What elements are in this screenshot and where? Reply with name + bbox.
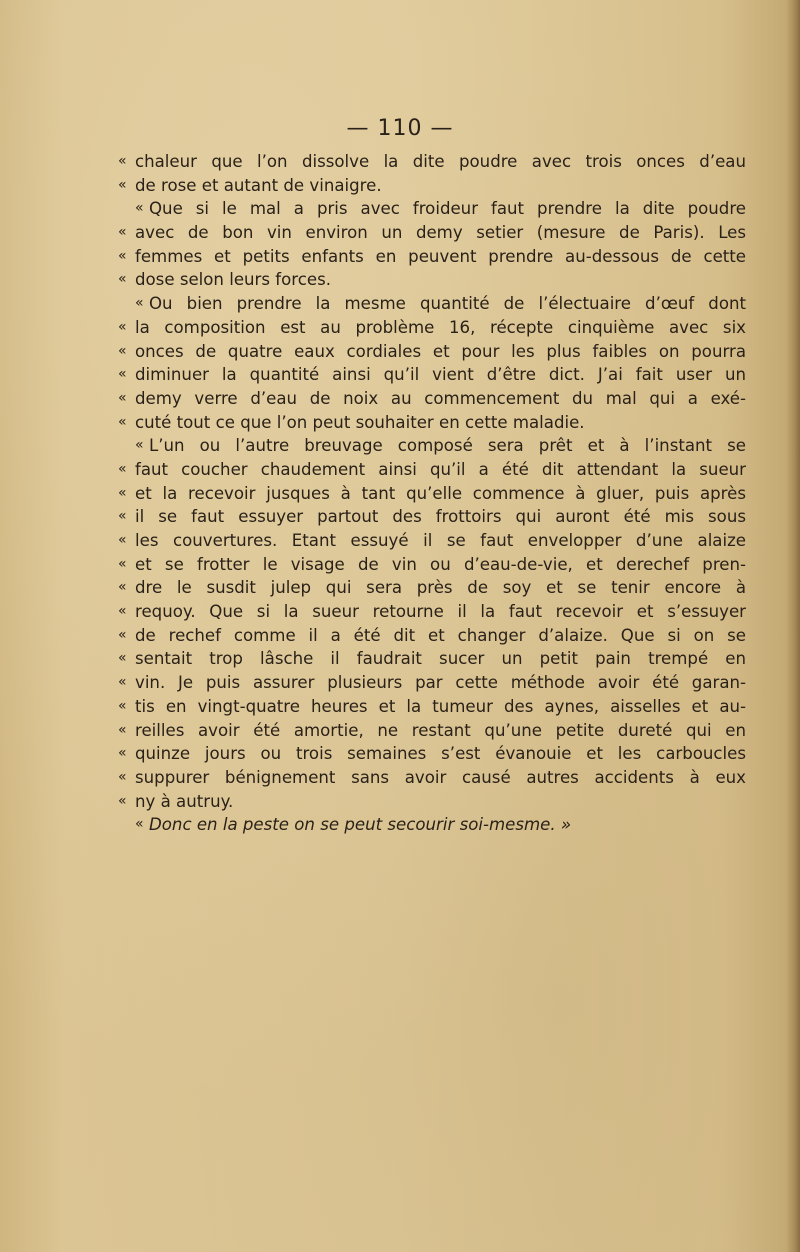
quote-mark: « — [118, 413, 127, 430]
text-line — [118, 671, 746, 695]
quote-mark: « — [118, 508, 127, 525]
line-text: dre le susdit julep qui sera près de soy et se tenir encore à — [135, 578, 746, 598]
line-text: faut coucher chaudement ainsi qu’il a été dit attendant la sueur — [135, 459, 746, 479]
quote-mark: « — [118, 532, 127, 548]
quote-mark: « — [135, 816, 144, 833]
text-line — [118, 624, 746, 648]
quote-mark: « — [118, 650, 127, 667]
line-text: tis en vingt-quatre heures et la tumeur des aynes, aisselles et au- — [135, 696, 746, 716]
text-block — [118, 150, 746, 837]
page-number: — 110 — — [346, 116, 454, 141]
line-text: de rose et autant de vinaigre. — [135, 175, 382, 195]
line-text: onces de quatre eaux cordiales et pour les plus faibles on pourra — [135, 341, 746, 361]
line-text: requoy. Que si la sueur retourne il la faut recevoir et s’essuyer — [135, 602, 746, 622]
line-text: cuté tout ce que l’on peut souhaiter en cette maladie. — [135, 412, 585, 432]
text-line — [118, 245, 746, 269]
line-text: dose selon leurs forces. — [135, 270, 332, 290]
text-line — [118, 150, 746, 174]
line-text: Que si le mal a pris avec froideur faut prendre la dite poudre — [149, 199, 746, 219]
paragraph-start-line — [118, 197, 746, 221]
line-text: reilles avoir été amortie, ne restant qu’une petite dureté qui en — [135, 720, 746, 740]
quote-mark: « — [118, 318, 127, 335]
quote-mark: « — [118, 247, 127, 264]
line-text: il se faut essuyer partout des frottoirs qui auront été mis sous — [135, 507, 746, 527]
text-line — [118, 316, 746, 340]
text-line — [118, 553, 746, 577]
quote-mark: « — [118, 224, 127, 241]
line-text: femmes et petits enfants en peuvent prendre au-dessous de cette — [135, 246, 746, 266]
text-line — [118, 340, 746, 364]
text-line — [118, 600, 746, 624]
text-line — [118, 719, 746, 743]
quote-mark: « — [118, 697, 127, 714]
text-line — [118, 576, 746, 600]
line-text: Ou bien prendre la mesme quantité de l’électuaire d’œuf dont — [149, 294, 746, 314]
quote-mark: « — [135, 295, 144, 312]
quote-mark: « — [118, 626, 127, 643]
quote-mark: « — [118, 153, 127, 169]
text-line — [118, 695, 746, 719]
line-text: L’un ou l’autre breuvage composé sera prêt et à l’instant se — [149, 436, 746, 456]
quote-mark: « — [118, 342, 127, 359]
quote-mark: « — [118, 176, 127, 193]
line-text: de rechef comme il a été dit et changer d’alaize. Que si on se — [135, 625, 746, 645]
quote-mark: « — [118, 721, 127, 738]
text-line — [118, 505, 746, 529]
paragraph-start-line — [118, 434, 746, 458]
quote-mark: « — [118, 768, 127, 785]
text-line — [118, 458, 746, 482]
quote-mark: « — [118, 389, 127, 406]
line-text: et se frotter le visage de vin ou d’eau-de-vie, et derechef pren- — [135, 554, 746, 574]
line-text: quinze jours ou trois semaines s’est évanouie et les carboucles — [135, 744, 746, 764]
text-line — [118, 482, 746, 506]
line-text: demy verre d’eau de noix au commencement du mal qui a exé- — [135, 388, 746, 408]
text-line — [118, 411, 746, 435]
text-line — [118, 790, 746, 814]
quote-mark: « — [118, 674, 127, 691]
line-text: Donc en la peste on se peut secourir soi-mesme. » — [149, 815, 572, 835]
quote-mark: « — [118, 484, 127, 501]
quote-mark: « — [118, 460, 127, 477]
quote-mark: « — [118, 366, 127, 383]
text-line — [118, 766, 746, 790]
text-line — [118, 221, 746, 245]
line-text: ny à autruy. — [135, 791, 234, 811]
line-text: les couvertures. Etant essuyé il se faut envelopper d’une alaize — [135, 531, 746, 550]
text-line — [118, 363, 746, 387]
line-text: chaleur que l’on dissolve la dite poudre avec trois onces d’eau — [135, 152, 746, 171]
quote-mark: « — [118, 555, 127, 572]
quote-mark: « — [118, 271, 127, 288]
quote-mark: « — [135, 200, 144, 217]
paragraph-start-line — [118, 292, 746, 316]
page-edge — [786, 0, 800, 1252]
line-text: diminuer la quantité ainsi qu’il vient d’être dict. J’ai fait user un — [135, 365, 746, 385]
line-text: avec de bon vin environ un demy setier (mesure de Paris). Les — [135, 223, 746, 243]
text-line — [118, 387, 746, 411]
quote-mark: « — [135, 437, 144, 454]
quote-mark: « — [118, 579, 127, 596]
line-text: suppurer bénignement sans avoir causé autres accidents à eux — [135, 767, 746, 787]
text-line — [118, 647, 746, 671]
text-line — [118, 742, 746, 766]
line-text: sentait trop lâsche il faudrait sucer un petit pain trempé en — [135, 649, 746, 669]
text-line — [118, 268, 746, 292]
line-text: vin. Je puis assurer plusieurs par cette méthode avoir été garan- — [135, 673, 746, 693]
line-text: et la recevoir jusques à tant qu’elle commence à gluer, puis après — [135, 483, 746, 503]
text-line — [118, 529, 746, 553]
quote-mark: « — [118, 603, 127, 620]
quote-mark: « — [118, 792, 127, 809]
paragraph-start-line — [118, 813, 746, 837]
text-line — [118, 174, 746, 198]
line-text: la composition est au problème 16, récepte cinquième avec six — [135, 317, 746, 337]
quote-mark: « — [118, 745, 127, 762]
